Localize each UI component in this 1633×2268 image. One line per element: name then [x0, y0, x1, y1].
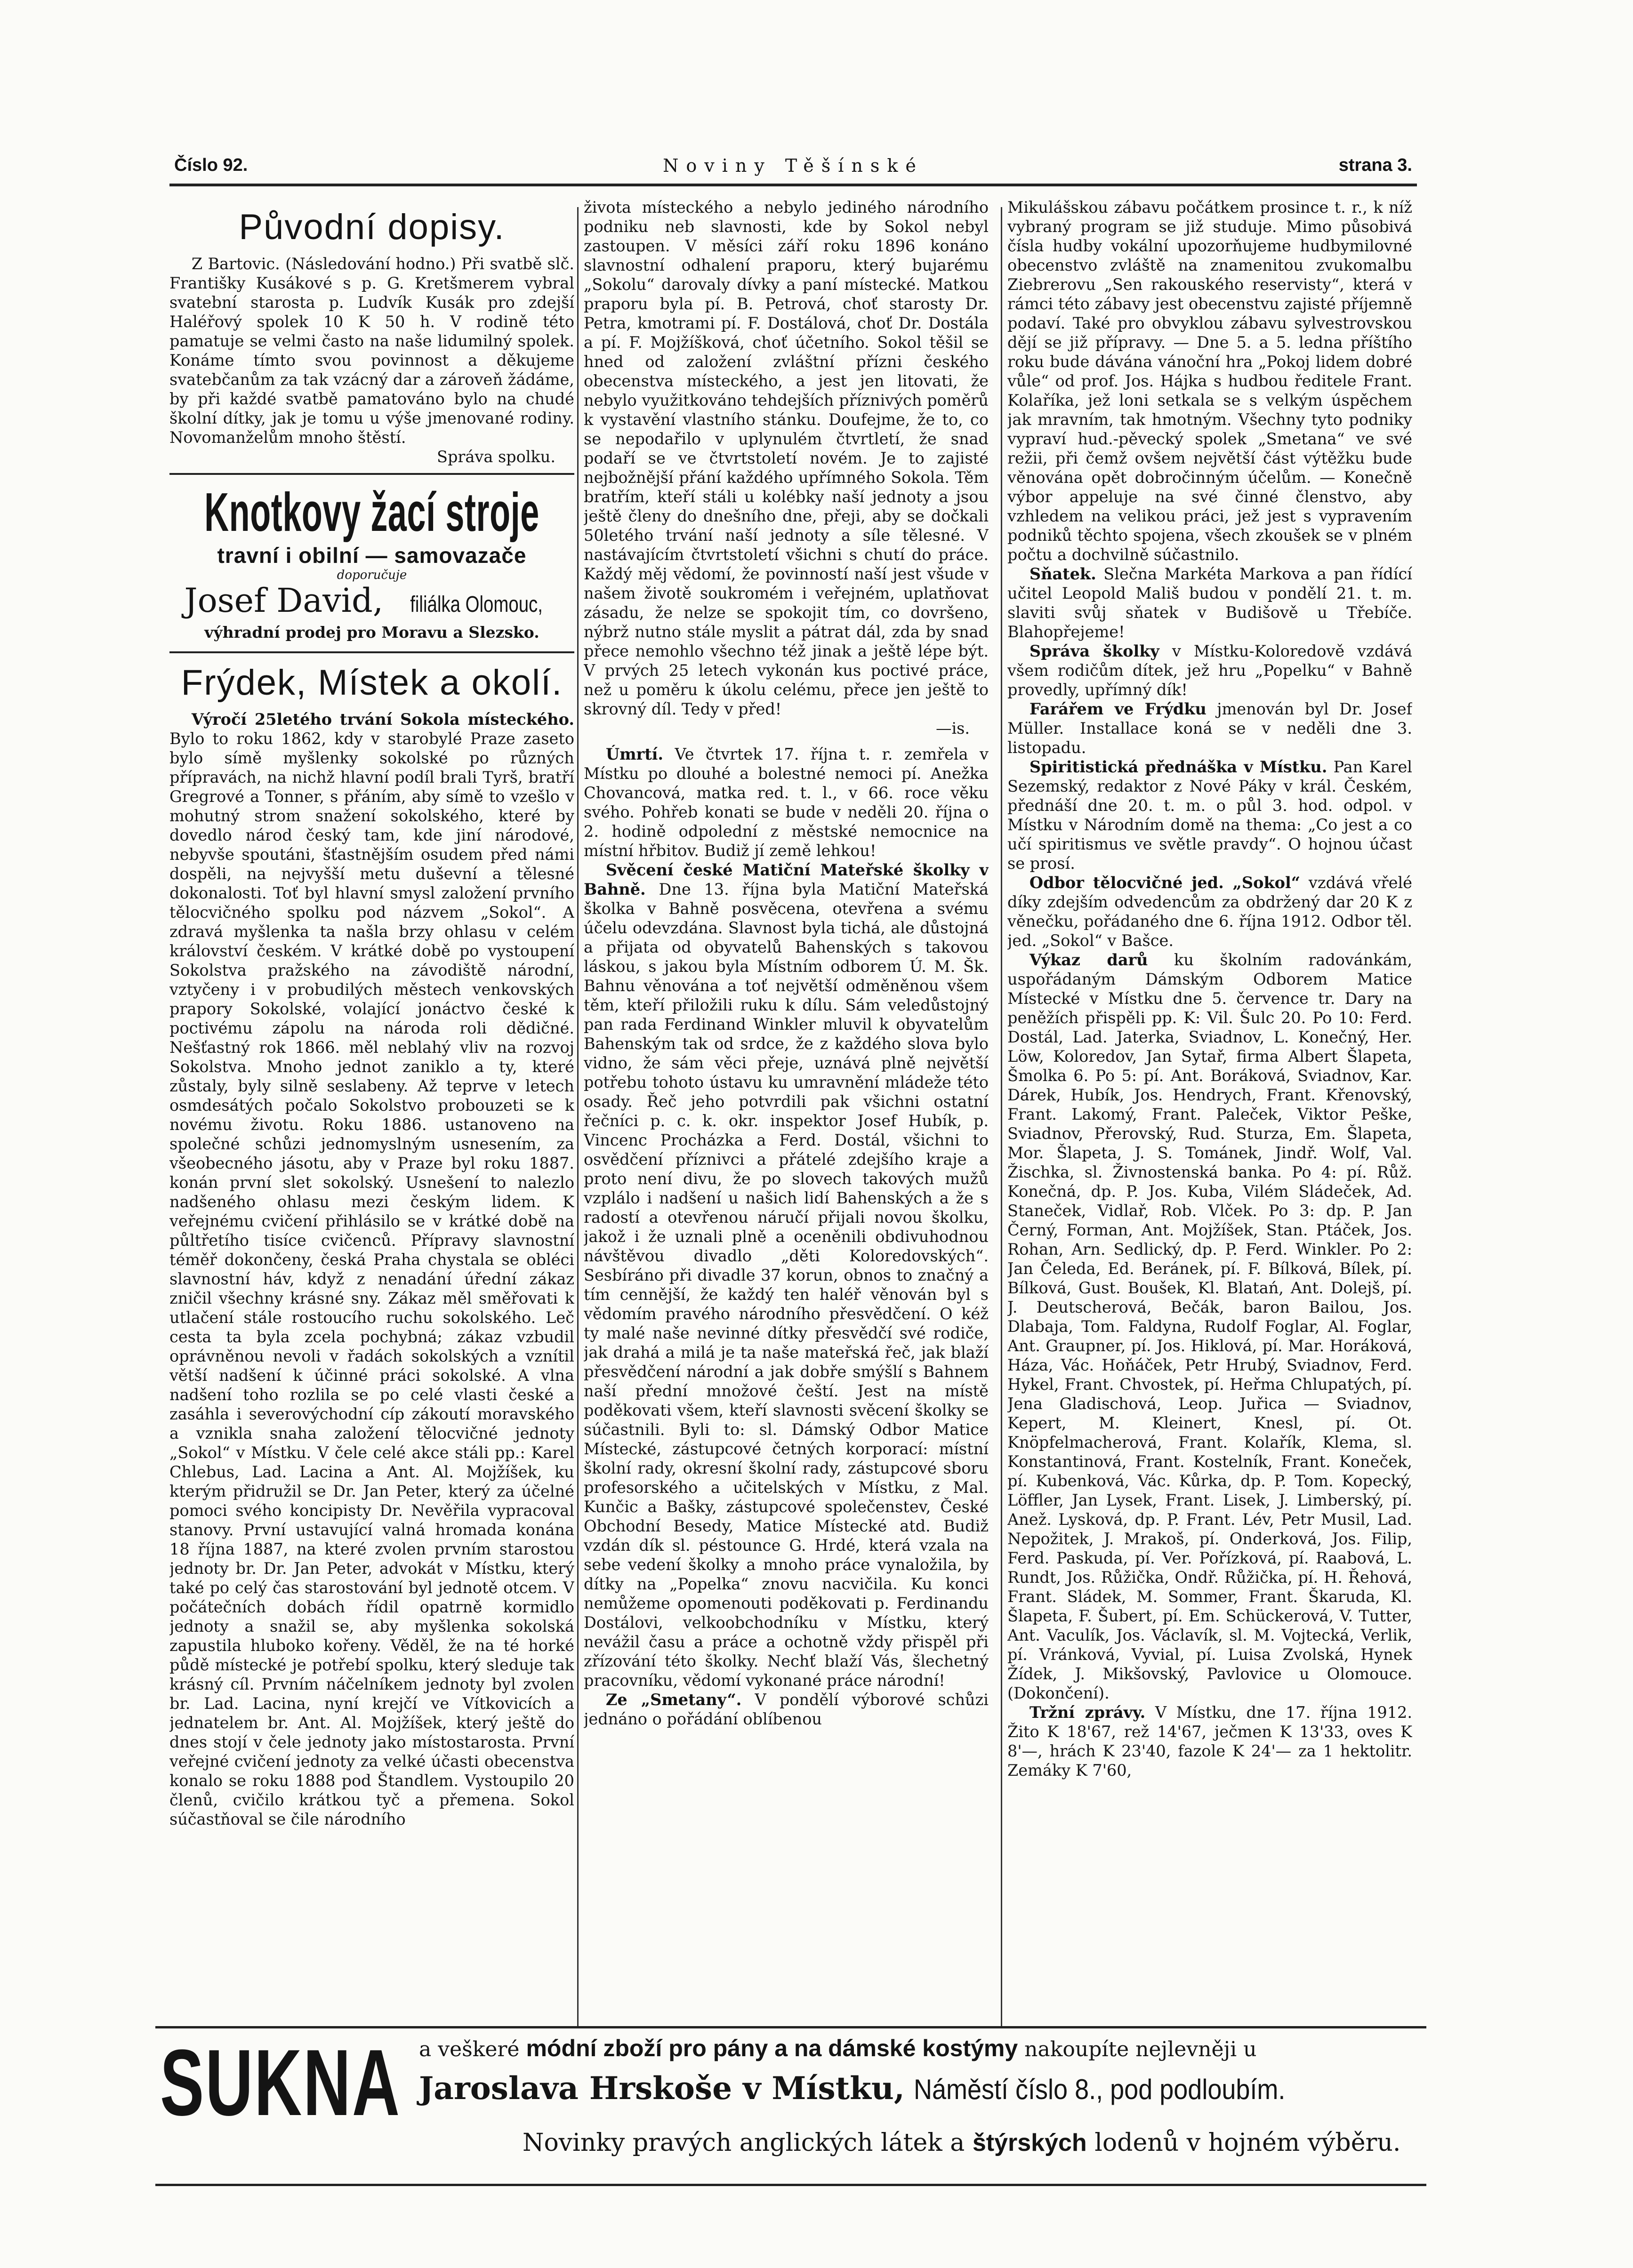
ad-text: nakoupíte nejlevněji u: [1024, 2037, 1257, 2061]
article-snatek: [1007, 564, 1412, 641]
column-2: [584, 198, 989, 2024]
article-body: Pan Karel Sezemský, redaktor z Nové Páky v král. Českém, přednáší dne 20. t. m. o půl 3. hod. odpol. v Místku v Národním domě na thema: „Co jest a co učí spiritismus ve světle pravdy“. O hojnou účast se prosí.: [1007, 758, 1412, 873]
article-umrti: [584, 745, 989, 860]
article-lead: Farářem ve Frýdku: [1029, 700, 1207, 718]
page-number: strana 3.: [1338, 155, 1412, 175]
column-divider: [1001, 207, 1002, 2028]
ad-subtitle: travní i obilní — samovazače: [217, 543, 527, 568]
article-lead: Správa školky: [1029, 642, 1159, 660]
article-spiritisticka: [1007, 757, 1412, 873]
column-1: [169, 198, 574, 2024]
article-lead: Sňatek.: [1029, 565, 1096, 583]
ad-company-name: Josef David,: [184, 581, 384, 620]
article-body: jmenován byl Dr. Josef Müller. Installace koná se v neděli dne 3. listopadu.: [1007, 700, 1412, 757]
article-smetana-continued: Mikulášskou zábavu počátkem prosince t. r., k níž vybraný program se již studuje. Mimo působivá čísla hudby vokální upozorňujeme hudbymilovné obecenstvo zvláště na znamenitou zvukomalbu Ziebrerovu „Sen rakouského reservisty“, která v rámci této zábavy jest obecenstvu zajisté příjemně podaví. Také pro obvyklou zábavu sylvestrovskou dějí se již přípravy. — Dne 5. a 5. ledna příštího roku bude dávána vánoční hra „Pokoj lidem dobré vůle“ od prof. Jos. Hájka s hudbou ředitele Frant. Kolaříka, jež loni setkala se s velkým úspěchem jak mravním, tak hmotným. Všechny tyto podniky vypraví hud.-pěvecký spolek „Smetana“ ve své režii, při čemž ovšem největší část výtěžku bude věnována opět dobročinným účelům. — Konečně výbor appeluje na své činné členstvo, aby vzhledem na velikou práci, jež jest s vypravením podniků těchto spojena, všech zkoušek se v plném počtu a dochvilně súčastnilo.: [1007, 198, 1412, 564]
ad-recommends: doporučuje: [337, 568, 407, 582]
ad-title: Knotkovy žací stroje: [204, 481, 539, 543]
divider: [169, 473, 574, 475]
ad-footer: výhradní prodej pro Moravu a Slezsko.: [204, 623, 539, 641]
article-signature: Správa spolku.: [437, 448, 555, 466]
article-lead: Výkaz darů: [1029, 951, 1148, 969]
article-bartovice: Z Bartovic. (Následování hodno.) Při svatbě slč. Františky Kusákové s p. G. Kretšmerem vybral svatební starosta p. Ludvík Kusák pro zdejší Haléřový spolek 10 K 50 h. V rodině této pamatuje se velmi často na naše lidumilný spolek. Konáme tímto svou povinnost a děkujeme svatebčanům za tak vzácný dar a zároveň žádáme, by při každé svatbě pamatováno bylo na chudé školní dítky, jak je tomu u výše jmenované rodiny. Novomanželům mnoho štěstí.: [169, 255, 574, 447]
article-body: vzdává vřelé díky zdejším odvedencům za obdržený dar 20 K z věnečku, pořádaného dne 6. října 1912. Odbor těl. jed. „Sokol“ v Bašce.: [1007, 874, 1412, 950]
article-lead: Úmrtí.: [605, 745, 664, 763]
article-sokol-anniversary: [169, 710, 574, 1829]
ad-line-2: [419, 2071, 1422, 2107]
ad-line-1: [419, 2035, 1422, 2063]
article-farar: [1007, 699, 1412, 757]
article-body: v Místku-Koloredově vzdává všem rodičům dítek, jež hru „Popelku“ v Bahně provedly, upřímný dík!: [1007, 642, 1412, 699]
issue-number: Číslo 92.: [174, 155, 248, 175]
article-body: ku školním radovánkám, uspořádaným Dámským Odborem Matice Místecké v Místku dne 5. července tr. Dary na peněžích přispěli pp. K: Vil. Šulc 20. Po 10: Ferd. Dostál, Lad. Jaterka, Sviadnov, L. Konečný, Her. Löw, Koloredov, Jan Sytař, firma Albert Šlapeta, Šmolka 6. Po 5: pí. Ant. Boráková, Sviadnov, Kar. Dárek, Hubík, Jos. Hendrych, Frant. Křenovský, Frant. Lakomý, Frant. Paleček, Viktor Peške, Sviadnov, Přerovský, Rud. Sturza, Em. Šlapeta, Mor. Šlapeta, J. S. Tománek, Jindř. Wolf, Val. Žischka, sl. Živnostenská banka. Po 4: pí. Růž. Konečná, dp. P. Jos. Kuba, Vilém Sládeček, Ad. Staneček, Vidlař, Rob. Vlček. Po 3: dp. P. Jan Černý, Forman, Ant. Mojžíšek, Stan. Ptáček, Jos. Rohan, Arn. Sedlický, dp. P. Ferd. Winkler. Po 2: Jan Čeleda, Ed. Beránek, pí. F. Bílková, Bílek, pí. Bílková, Gust. Boušek, Kl. Blatań, Ant. Dolejš, pí. J. Deutscherová, Bečák, baron Bailou, Jos. Dlabaja, Tom. Faldyna, Rudolf Foglar, Al. Foglar, Ant. Graupner, pí. Jos. Hiklová, pí. Mar. Horáková, Háza, Vác. Hoňáček, Petr Hrubý, Sviadnov, Ferd. Hykel, Frant. Chvostek, pí. Heřma Chlupatých, pí. Jena Gladischová, Leop. Juřica — Sviadnov, Kepert, M. Kleinert, Knesl, pí. Ot. Knöpfelmacherová, Frant. Kolařík, Klema, sl. Konstantinová, Frant. Kostelník, Frant. Koneček, pí. Kubenková, Vác. Kůrka, dp. P. Tom. Kopecký, Löffler, Jan Lysek, Frant. Lisek, J. Limberský, pí. Anež. Lysková, dp. P. Frant. Lév, Petr Musil, Lad. Nepožitek, J. Mrakoš, pí. Onderková, Jos. Filip, Ferd. Paskuda, pí. Ver. Pořízková, pí. Raabová, L. Rundt, Jos. Růžička, Ondř. Růžička, pí. H. Řehová, Frant. Sládek, M. Sommer, Frant. Škaruda, Kl. Šlapeta, F. Šubert, pí. Em. Schückerová, V. Tutter, Ant. Vaculík, Jos. Václavík, sl. M. Vojtecká, Verlik, pí. Vránková, Vyvial, pí. Luisa Zvolská, Hynek Žídek, J. Mikšovský, Pavlovice u Olomouce. (Dokončení).: [1007, 951, 1412, 1702]
article-vykaz-daru: [1007, 950, 1412, 1703]
article-sokol-continued: života místeckého a nebylo jediného národního podniku neb slavnosti, kde by Sokol nebyl zastoupen. V měsíci září roku 1896 konáno slavnostní odhalení praporu, který bujarému „Sokolu“ darovaly dívky a paní místecké. Matkou praporu byla pí. B. Petrová, choť starosty Dr. Petra, kmotrami pí. F. Dostálová, choť Dr. Dostála a pí. F. Mojžíšková, choť účetního. Sokol těšil se hned od založení zvláštní přízni českého obecenstva místeckého, a jest jen litovati, že nebylo využitkováno tehdejších příznivých poměrů k vystavění vlastního stánku. Doufejme, že to, co se nepodařilo v uplynulém čtvrtletí, že snad podaří se ve čtvrtstoletí novém. Je to zajisté nejbožnější přání každého upřímného Sokola. Těm bratřím, kteří stáli u kolébky naší jednoty a jsou ještě členy do dnešního dne, přeji, aby se dočkali 50letého trvání naší jednoty a síle tělesné. V nastávajícím čtvrtstoletí všichni s chutí do práce. Každý měj vědomí, že povinností naší jest všude v našem životě soukromém i veřejném, uplatňovat zásadu, že nelze se spokojit tím, co dovršeno, nýbrž nutno stále myslit a pátrat dál, zda by snad přece nemohlo všechno též jinak a ještě lépe být. V prvých 25 letech vykonán kus poctivé práce, než u poměru k úkolu celému, přece jen ještě to skrovný díl. Tedy v před!: [584, 198, 989, 718]
ad-company: [169, 582, 574, 623]
column-3: [1007, 198, 1412, 2024]
advertisement-knotek: [169, 481, 574, 642]
ad-shop-address: Náměstí číslo 8., pod podloubím.: [913, 2074, 1286, 2105]
ad-text-bold: štýrských: [972, 2129, 1087, 2156]
column-divider: [577, 207, 579, 2028]
divider: [169, 651, 574, 653]
article-body: Dne 13. října byla Matiční Mateřská školka v Bahně posvěcena, otevřena a svému účelu odevzdána. Slavnost byla tichá, ale důstojná a přijata od obyvatelů Bahenských s takovou láskou, s jakou byla Místním odborem Ú. M. Šk. Bahnu věnována a toť největší odměněnou všem těm, kteří přiložili ruku k dílu. Sám veledůstojný pan rada Ferdinand Winkler mluvil k obyvatelům Bahenským tak od srdce, že z každého slova bylo vidno, že sám věci přeje, uznává plně největší potřebu tohoto ústavu ku umravnění mládeže této osady. Řeč jeho potvrdili pak všichni ostatní řečníci p. c. k. okr. inspektor Josef Hubík, p. Vincenc Procházka a Ferd. Dostál, všichni to osvědčení příznivci a přátelé zdejšího kraje a proto není divu, že po slovech takových mužů vzplálo i nadšení u našich lidí Bahenských a že s radostí a otevřenou náručí přijali novou školku, jakož i že uznali plně a oceněnili obdivuhodnou návštěvou divadlo „děti Koloredovských“. Sesbíráno při divadle 37 korun, obnos to značný a tím cennější, že každý ten haléř věnován byl s vědomím pravého národního přesvědčení. O kéž ty malé naše nevinné dítky přesvědčí své rodiče, jak drahá a milá je ta naše mateřská řeč, jak blaží přesvědčení národní a jak dobře smýšlí s Bahnem naší přední množové čeští. Jest na místě poděkovati všem, kteří slavnosti svěcení školky se súčastnili. Byli to: sl. Dámský Odbor Matice Místecké, zástupcové četných korporací: místní školní rady, okresní školní rady, zástupcové sboru profesorského a učitelských v Místku, z Mal. Kunčic a Bašky, zástupcové společenstev, České Obchodní Besedy, Matice Místecké atd. Budiž vzdán dík sl. péstounce G. Hrdé, která vzala na sebe vedení školky a mnoho práce vynaložila, by dítky na „Popelka“ znovu nacvičila. Ku konci nemůžeme opomenouti poděkovati p. Ferdinandu Dostálovi, velkoobchodníku v Místku, který nevážil času a práce a ochotně vždy přispěl při zřízování této školky. Nechť blaží Vás, šlechetný pracovníku, vědomí vykonané práce národní!: [584, 880, 989, 1690]
article-lead: Odbor tělocvičné jed. „Sokol“: [1029, 874, 1301, 892]
article-materska-skolka: [584, 860, 989, 1690]
ad-line-3: [523, 2127, 1422, 2158]
article-lead: Svěcení české Matiční Mateřské školky v Bahně.: [584, 861, 989, 898]
ad-text: lodenů v hojném výběru.: [1094, 2129, 1401, 2157]
advertisement-sukna: [155, 2026, 1426, 2186]
article-lead: Ze „Smetany“.: [605, 1691, 742, 1709]
newspaper-title: Noviny Těšínské: [663, 155, 924, 176]
article-body: Bylo to roku 1862, kdy v starobylé Praze zaseto bylo símě myšlenky sokolské po různých přípravách, na nichž hlavní podíl brali Tyrš, bratří Gregrové a Tonner, s přáním, aby símě to vzešlo v mohutný strom snažení sokolského, které by dovedlo národ český tam, kde jiní národové, nebyvše spoutáni, šťastnějším osudem před námi dospěli, na nejvyšší metu duševní a tělesné dokonalosti. Toť byl hlavní smysl založení prvního tělocvičného spolku pod názvem „Sokol“. A zdravá myšlenka ta našla brzy ohlasu v celém království českém. V krátké době po vystoupení Sokolstva pražského na závodiště národní, vztyčeny i v probudilých městech venkovských prapory Sokolské, volající jonáctvo české k poctivému zápolu na národa roli dědičné. Nešťastný rok 1866. měl neblahý vliv na rozvoj Sokolstva. Mnoho jednot zaniklo a ty, které zůstaly, byly silně seslabeny. Až teprve v letech osmdesátých počalo Sokolstvo probouzeti se k novému životu. Roku 1886. ustanoveno na společné schůzi jednomyslným usnesením, za všeobecného jásotu, aby v Praze byl roku 1887. konán první slet sokolský. Usnešení to nalezlo nadšeného ohlasu mezi českým lidem. K veřejnému cvičení přihlásilo se v krátké době na půltřetího tisíce cvičenců. Přípravy slavnostní téměř dokončeny, česká Praha chystala se obléci slavnostní háv, když z nenadání úřední zákaz zničil všechny krásné sny. Zákaz měl směřovati k utlačení stále rostoucího ruchu sokolského. Leč cesta ta byla zcela pochybná; zákaz vzbudil oprávněnou nevoli v řadách sokolských a vznítil větší nadšení k účinné práci sokolské. A vlna nadšení toho rozlila se po celé vlasti české a zasáhla i severovýchodní cíp zákoutí moravského a vznikla snaha založení tělocvičné jednoty „Sokol“ v Místku. V čele celé akce stáli pp.: Karel Chlebus, Lad. Lacina a Ant. Al. Mojžíšek, ku kterým přidružil se Dr. Jan Peter, který za účelné pomoci svého koncipisty Dr. Nevěřila vypracoval stanovy. První ustavující valná hromada konána 18 října 1887, na které zvolen prvním starostou jednoty br. Dr. Jan Peter, advokát v Místku, který také po celý čas starostování byl jednotě otcem. V počátečních dobách řídil opatrně kormidlo jednoty a snažil se, aby myšlenka sokolská zapustila hluboko kořeny. Věděl, že na té horké půdě místecké je potřebí spolku, který sleduje tak krásný cíl. Prvním náčelníkem jednoty byl zvolen br. Lad. Lacina, nyní krejčí ve Vítkovicích a jednatelem br. Ant. Al. Mojžíšek, který ještě do dnes stojí v čele jednoty jako místostarosta. První veřejné cvičení jednoty za velké účasti obecenstva konalo se roku 1888 pod Štandlem. Vystoupilo 20 členů, cvičilo krátkou tyč a přemena. Sokol súčastňoval se čile národního: [169, 729, 574, 1828]
section-title-puvodni-dopisy: Původní dopisy.: [239, 207, 505, 247]
article-body: Slečna Markéta Markova a pan řídící učitel Leopold Mališ budou v pondělí 21. t. m. slaviti svůj sňatek v Budišově u Třebíče. Blahopřejeme!: [1007, 565, 1412, 641]
ad-text-bold: módní zboží pro pány a na dámské kostýmy: [526, 2035, 1018, 2061]
article-lead: Tržní zprávy.: [1029, 1703, 1146, 1722]
ad-big-word: SUKNA: [160, 2030, 401, 2135]
article-body: V pondělí výborové schůzi jednáno o pořádání oblíbenou: [584, 1691, 989, 1728]
article-trzni-zpravy: [1007, 1703, 1412, 1780]
ad-company-branch: filiálka Olomouc,: [410, 592, 543, 617]
article-lead: Spiritistická přednáška v Místku.: [1029, 758, 1327, 776]
page-header: [169, 155, 1417, 186]
ad-shop-name: Jaroslava Hrskoše v Místku,: [419, 2070, 905, 2107]
article-lead: Výročí 25letého trvání Sokola místeckého.: [191, 710, 574, 729]
article-body: Ve čtvrtek 17. října t. r. zemřela v Místku po dlouhé a bolestné nemoci pí. Anežka Chovancová, matka red. t. l., v 66. roce věku svého. Pohřeb konati se bude v neděli 20. října o 2. hodině odpolední z městské nemocnice na místní hřbitov. Budiž jí země lehkou!: [584, 745, 989, 860]
article-sprava-skolky: [1007, 641, 1412, 699]
section-title-frydek-mistek: Frýdek, Místek a okolí.: [181, 663, 563, 703]
article-smetana: [584, 1690, 989, 1729]
article-body: V Místku, dne 17. října 1912. Žito K 18'67, rež 14'67, ječmen K 13'33, oves K 8'—, hrách K 23'40, fazole K 24'— za 1 hektolitr. Zemáky K 7'60,: [1007, 1703, 1412, 1779]
ad-text: a veškeré: [419, 2037, 520, 2061]
ad-text: Novinky pravých anglických látek a: [523, 2129, 965, 2157]
article-odbor-sokol: [1007, 873, 1412, 950]
article-signature: —is.: [935, 719, 970, 737]
